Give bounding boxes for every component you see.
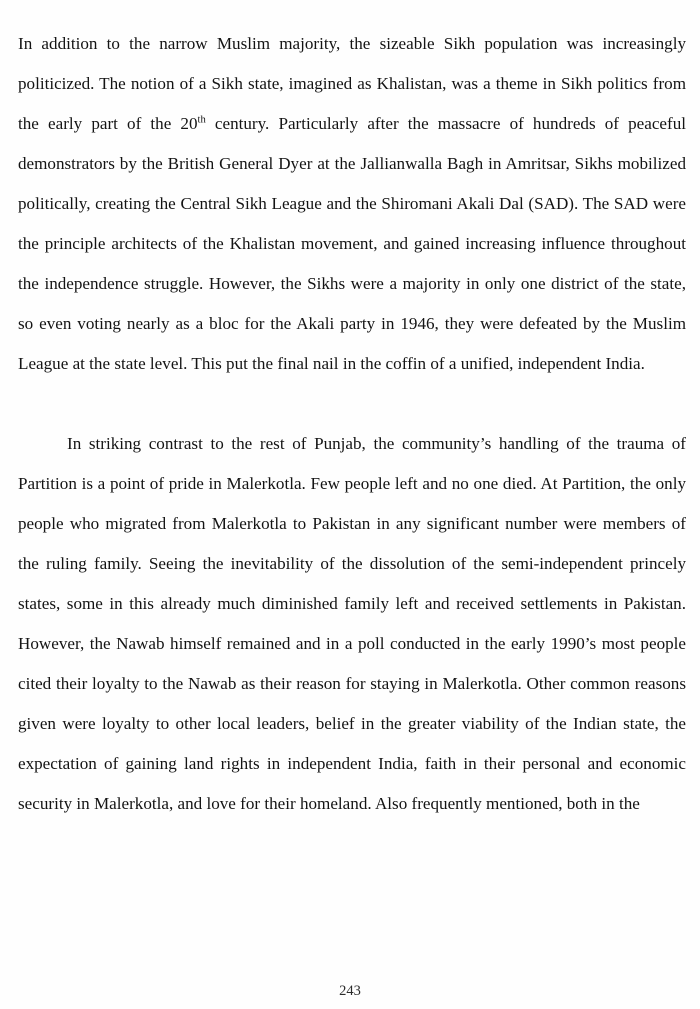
page-text-body xyxy=(18,24,686,824)
ordinal-suffix: th xyxy=(197,114,206,126)
paragraph-malerkotla-partition: In striking contrast to the rest of Punjab, the community’s handling of the trauma of Partition is a point of pride in Malerkotla. Few people left and no one died. At Partition, the only people who migrated from Malerkotla to Pakistan in any significant number were members of the ruling family. Seeing the inevitability of the dissolution of the semi-independent princely states, some in this already much diminished family left and received settlements in Pakistan. However, the Nawab himself remained and in a poll conducted in the early 1990’s most people cited their loyalty to the Nawab as their reason for staying in Malerkotla. Other common reasons given were loyalty to other local leaders, belief in the greater viability of the Indian state, the expectation of gaining land rights in independent India, faith in their personal and economic security in Malerkotla, and love for their homeland. Also frequently mentioned, both in the xyxy=(18,434,686,813)
paragraph-spacer xyxy=(18,384,686,424)
paragraph-sikh-politicization: In addition to the narrow Muslim majority, the sizeable Sikh population was increasingly politicized. The notion of a Sikh state, imagined as Khalistan, was a theme in Sikh politics from the early part of the 20th century. Particularly after the massacre of hundreds of peaceful demonstrators by the British General Dyer at the Jallianwalla Bagh in Amritsar, Sikhs mobilized politically, creating the Central Sikh League and the Shiromani Akali Dal (SAD). The SAD were the principle architects of the Khalistan movement, and gained increasing influence throughout the independence struggle. However, the Sikhs were a majority in only one district of the state, so even voting nearly as a bloc for the Akali party in 1946, they were defeated by the Muslim League at the state level. This put the final nail in the coffin of a unified, independent India. xyxy=(18,34,686,373)
page-number: 243 xyxy=(339,983,361,999)
